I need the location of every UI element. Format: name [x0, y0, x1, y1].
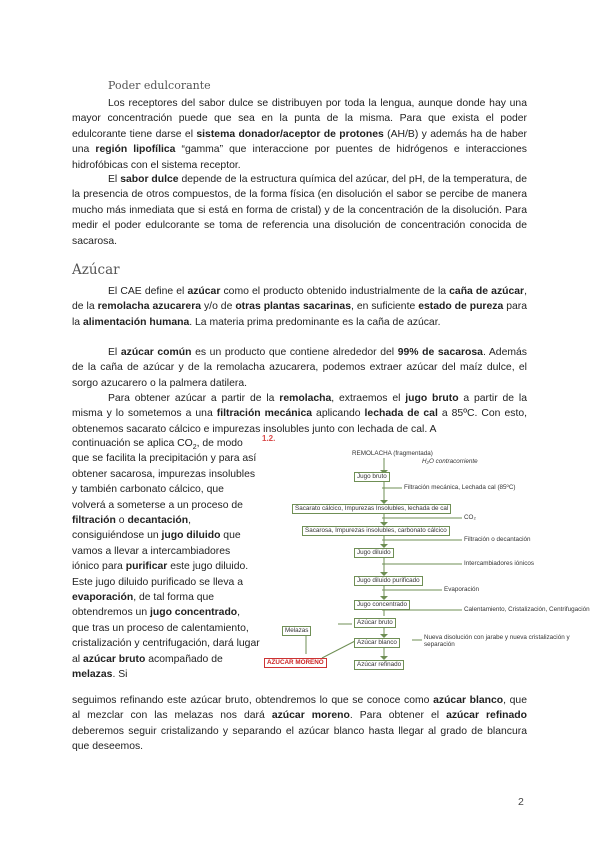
text-run: seguimos refinando este azúcar bruto, obtendremos lo que se conoce como — [72, 695, 434, 706]
text-run: filtración — [72, 515, 116, 527]
label-nueva-disolucion: Nueva disolución con jarabe y nueva cristalización y separación — [424, 634, 570, 648]
text-run: El CAE define el — [108, 286, 188, 297]
paragraph-azucar-comun — [72, 345, 527, 391]
text-run: este jugo diluido. Este jugo diluido purificado se lleva a — [72, 561, 249, 588]
text-run: Los receptores del sabor dulce se distribuyen por toda la lengua, aunque donde hay una mayor concentración puede que sea en la punta de la misma. Para que exista el poder edulcorante tiene darse el — [72, 98, 527, 140]
text-run: decantación — [127, 515, 189, 527]
node-sacarato: Sacarato cálcico, Impurezas Insolubles, lechada de cal — [292, 504, 451, 514]
text-run: , consiguiéndose un — [72, 515, 191, 542]
text-run: . La materia prima predominante es la caña de azúcar. — [189, 316, 441, 328]
text-run: purificar — [125, 561, 168, 573]
subsection-heading: Poder edulcorante — [108, 79, 211, 92]
text-run: a 85ºC. Con esto, obtenemos sacarato cálcico e impurezas insolubles junto con lechada de cal. A — [72, 408, 527, 435]
text-run: deberemos seguir cristalizando y separando el azúcar blanco hasta llegar al grado de blancura que deseemos. — [72, 725, 527, 753]
text-run: melazas — [72, 669, 113, 681]
text-run: lechada de cal — [364, 408, 438, 420]
text-run: estado de pureza — [418, 301, 504, 313]
text-run: alimentación humana — [82, 316, 190, 328]
text-run: jugo bruto — [405, 393, 459, 404]
text-run: , extraemos el — [331, 393, 406, 404]
text-run: azúcar moreno — [271, 710, 350, 722]
text-run: Para obtener azúcar a partir de la — [108, 393, 280, 404]
paragraph-receptores — [72, 96, 527, 173]
text-run: jugo concentrado — [149, 607, 238, 619]
text-run: . Además de la caña de azúcar y de la remolacha azucarera, podemos extraer azúcar del maíz dulce, el sorgo azucarero o la palmera datilera. — [72, 347, 527, 389]
label-decantacion: Filtración o decantación — [464, 536, 531, 543]
text-run: como el producto obtenido industrialmente de la — [220, 286, 450, 297]
node-sacarosa: Sacarosa, Impurezas insolubles, carbonato cálcico — [302, 526, 450, 536]
paragraph-proceso-wrap — [72, 436, 260, 683]
text-run: azúcar refinado — [446, 710, 527, 722]
text-run: acompañado de — [145, 653, 223, 665]
node-azucar-moreno: AZÚCAR MORENO — [264, 658, 327, 668]
text-run: evaporación — [72, 592, 134, 604]
label-co2: CO₂ — [464, 514, 476, 521]
text-run: 2 — [192, 444, 197, 452]
node-jugo-bruto: Jugo bruto — [354, 472, 390, 482]
text-run: El — [108, 347, 121, 358]
section-heading: Azúcar — [72, 262, 120, 278]
text-run: remolacha azucarera — [97, 301, 202, 313]
text-run: El — [108, 174, 121, 185]
node-melazas: Melazas — [282, 626, 311, 636]
paragraph-definicion — [72, 284, 527, 330]
text-run: azúcar blanco — [433, 695, 504, 706]
text-run: que vamos a llevar a intercambiadores iónico para — [72, 530, 241, 573]
node-jugo-purificado: Jugo diluido purificado — [354, 576, 423, 586]
text-run: es un producto que contiene alrededor del — [191, 347, 398, 358]
node-remolacha: REMOLACHA (fragmentada) — [352, 450, 433, 457]
label-intercambiadores: Intercambiadores iónicos — [464, 560, 535, 567]
text-run: remolacha — [279, 393, 332, 404]
text-run: caña de azúcar — [449, 286, 525, 297]
text-run: sabor dulce — [120, 174, 179, 185]
label-calentamiento: Calentamiento, Cristalización, Centrifugación — [464, 606, 590, 613]
paragraph-sabor-dulce — [72, 172, 527, 249]
text-run: 99% de sacarosa — [397, 347, 483, 358]
text-run: azúcar — [187, 286, 221, 297]
text-run: , que al mezclar con las melazas nos dará — [72, 695, 527, 722]
text-run: depende de la estructura química del azúcar, del pH, de la temperatura, de la presencia de otros compuestos, de la forma física (en disolución el sabor se percibe de manera mucho más inmediata que si está en forma de cristal) y de la concentración de la disolución. Para medir el poder edulcorante se toma de referencia una disolución de concentración conocida de sacarosa. — [72, 174, 527, 247]
text-run: otras plantas sacarinas — [235, 301, 351, 313]
node-azucar-bruto: Azúcar bruto — [354, 618, 396, 628]
text-run: , en suficiente — [350, 301, 419, 313]
text-run: . Si — [112, 669, 128, 681]
label-water: H₂O contracorriente — [422, 458, 478, 465]
text-run: sistema donador/aceptor de protones — [196, 128, 384, 140]
text-run: jugo diluido — [161, 530, 221, 542]
node-azucar-refinado: Azúcar refinado — [354, 660, 404, 670]
label-evaporacion: Evaporación — [444, 586, 480, 593]
text-run: y/o de — [201, 301, 236, 313]
text-run: (AH/B) y además ha de haber una — [72, 128, 527, 156]
text-run: continuación se aplica CO — [72, 438, 193, 449]
node-jugo-diluido: Jugo diluido — [354, 548, 394, 558]
node-jugo-concentrado: Jugo concentrado — [354, 600, 410, 610]
text-run: azúcar bruto — [82, 653, 146, 665]
text-run: , de la — [72, 286, 527, 313]
sugar-process-diagram — [262, 434, 592, 674]
paragraph-remolacha — [72, 391, 527, 437]
label-filtracion: Filtración mecánica, Lechada cal (85ºC) — [404, 484, 516, 491]
text-run: filtración mecánica — [216, 408, 313, 420]
text-run: aplicando — [312, 408, 365, 420]
text-run: a partir de la misma y lo sometemos a una — [72, 393, 527, 420]
text-run: . Para obtener el — [349, 710, 447, 722]
text-run: azúcar común — [120, 347, 192, 358]
figure-label: 1.2. — [262, 434, 276, 443]
paragraph-refinado — [72, 693, 527, 755]
text-run: región lipofílica — [95, 144, 176, 156]
text-run: , que tras un proceso de calentamiento, cristalización y centrifugación, dará lugar al — [72, 607, 260, 665]
text-run: o — [115, 515, 128, 527]
page-number: 2 — [518, 796, 524, 808]
text-run: para la — [72, 301, 527, 328]
node-azucar-blanco: Azúcar blanco — [354, 638, 400, 648]
text-run: “gamma” que interaccione por puentes de hidrógenos e interacciones hidrofóbicas con el sistema receptor. — [72, 144, 527, 171]
text-run: , de modo que se facilita la precipitación y para así obtener sacarosa, impurezas insolubles y también carbonato cálcico, que volverá a someterse a un proceso de — [72, 438, 257, 511]
text-run: , de tal forma que obtendremos un — [72, 592, 215, 619]
